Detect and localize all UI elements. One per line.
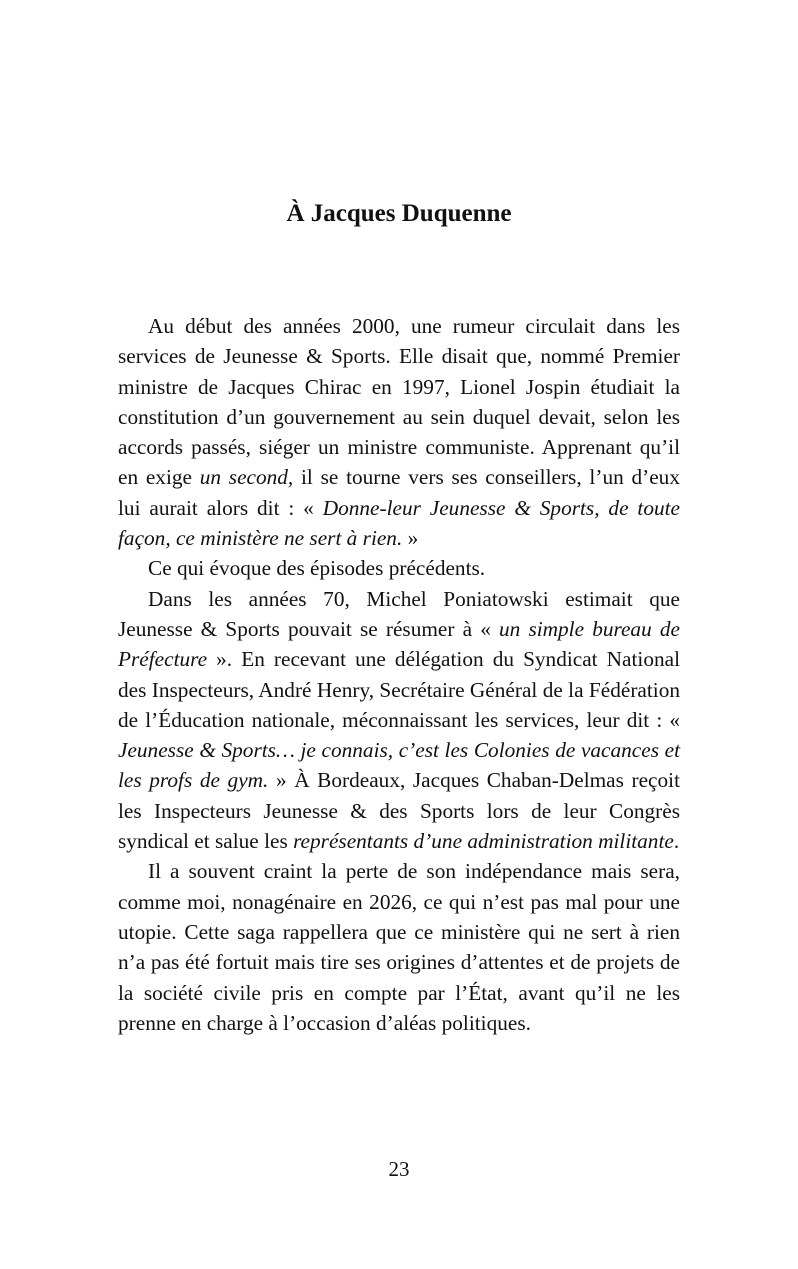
italic-text-segment: un simple bureau de Préfecture [118,616,680,672]
italic-text-segment: Jeunesse & Sports… je connais, c’est les Colonies de vacances et les profs de gym. [118,738,680,793]
body-text [118,311,680,1038]
italic-text-segment: représentants d’une administration militante [293,829,674,854]
paragraph [118,584,680,857]
italic-text-segment: Donne-leur Jeunesse & Sports, de toute façon, ce ministère ne sert à rien. [118,495,680,551]
italic-text-segment: un second, [199,465,294,490]
paragraph [118,856,680,1038]
paragraph [118,553,680,583]
text-segment: » À Bordeaux, Jacques Chaban-Delmas reçoit les Inspecteurs Jeunesse & des Sports lors de leur Congrès syndical et salue les [118,768,680,854]
page-number: 23 [388,1157,410,1181]
text-segment: il se tourne vers ses conseillers, l’un d’eux lui aurait alors dit : « [118,465,680,520]
paragraph [118,311,680,553]
text-segment: Ce qui évoque des épisodes précédents. [148,556,486,581]
text-segment: ». En recevant une délégation du Syndicat National des Inspecteurs, André Henry, Secrétaire Général de la Fédération de l’Éducation nationale, méconnaissant les services, leur dit : « [118,647,680,732]
text-segment: » [402,526,419,551]
text-segment: Il a souvent craint la perte de son indépendance mais sera, comme moi, nonagénaire en 2026, ce qui n’est pas mal pour une utopie. Cette saga rappellera que ce ministère qui ne sert à rien n’a pas été fortuit mais tire ses origines d’attentes et de projets de la société civile pris en compte par l’État, avant qu’il ne les prenne en charge à l’occasion d’aléas politiques. [118,859,680,1035]
text-segment: . [673,829,680,854]
dedication-heading: À Jacques Duquenne [286,200,512,227]
text-segment: Dans les années 70, Michel Poniatowski estimait que Jeunesse & Sports pouvait se résumer à « [118,586,680,641]
text-segment: Au début des années 2000, une rumeur circulait dans les services de Jeunesse & Sports. Elle disait que, nommé Premier ministre de Jacques Chirac en 1997, Lionel Jospin étudiait la constitution d’un gouvernement au sein duquel devait, selon les accords passés, siéger un ministre communiste. Apprenant qu’il en exige [118,314,680,490]
